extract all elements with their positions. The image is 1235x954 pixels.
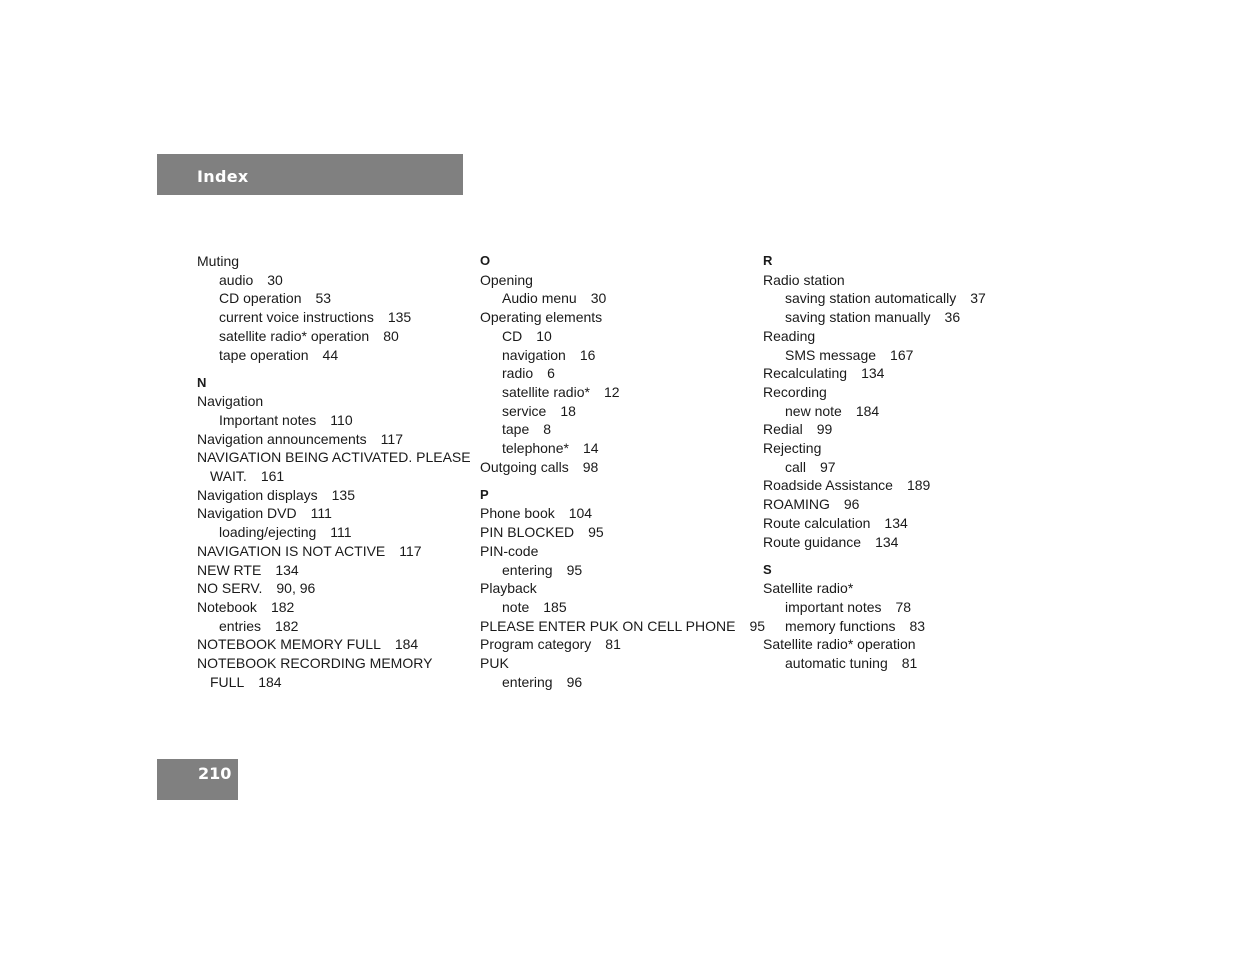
entry-text: entering	[502, 561, 553, 578]
index-entry	[197, 673, 472, 692]
entry-text: CD operation	[219, 290, 302, 307]
entry-page-ref: 134	[275, 561, 299, 578]
entry-page-ref: 161	[260, 468, 285, 485]
index-entry	[480, 271, 755, 290]
entry-text: NEW RTE	[197, 561, 262, 578]
index-subentry	[763, 402, 1038, 421]
index-subentry	[480, 420, 755, 439]
section-letter: N	[197, 374, 207, 390]
entry-text: Satellite radio* operation	[763, 636, 916, 653]
index-subentry	[197, 308, 472, 327]
entry-page-ref: 185	[543, 598, 567, 615]
entry-text: satellite radio* operation	[219, 327, 370, 344]
index-entry	[763, 420, 1038, 439]
entry-page-ref: 111	[310, 505, 332, 522]
entry-text: Satellite radio*	[763, 580, 854, 597]
index-entry	[763, 439, 1038, 458]
index-entry	[763, 271, 1038, 290]
entry-text: Operating elements	[480, 309, 603, 326]
entry-text: Recording	[763, 383, 827, 400]
entry-text: PIN BLOCKED	[480, 524, 575, 541]
section-letter: P	[480, 486, 489, 502]
entry-page-ref: 134	[875, 533, 899, 550]
entry-text: current voice instructions	[219, 309, 374, 326]
index-subentry	[480, 673, 755, 692]
entry-text: Audio menu	[502, 290, 577, 307]
index-column-3	[763, 252, 1038, 682]
entry-page-ref: 96	[843, 496, 860, 513]
entry-page-ref: 12	[603, 383, 620, 400]
entry-text: PUK	[480, 655, 509, 672]
index-entry	[480, 458, 755, 477]
entry-page-ref: 78	[895, 598, 912, 615]
index-entry	[763, 514, 1038, 533]
entry-text: Program category	[480, 636, 592, 653]
index-subentry	[480, 402, 755, 421]
index-entry	[197, 467, 472, 486]
entry-text: Recalculating	[763, 365, 848, 382]
entry-text: Navigation announcements	[197, 430, 367, 447]
entry-text: Muting	[197, 253, 240, 269]
index-subentry	[763, 598, 1038, 617]
index-subentry	[480, 346, 755, 365]
index-section	[197, 252, 472, 364]
index-entry	[480, 308, 755, 327]
index-section	[763, 561, 1038, 673]
entry-page-ref: 182	[275, 617, 299, 634]
entry-text: navigation	[502, 346, 566, 363]
index-entry	[480, 654, 755, 673]
index-subentry	[763, 458, 1038, 477]
entry-page-ref: 37	[970, 290, 986, 307]
entry-page-ref: 53	[315, 290, 332, 307]
index-subentry	[763, 308, 1038, 327]
entry-page-ref: 83	[909, 617, 926, 634]
index-subentry	[480, 561, 755, 580]
entry-page-ref: 135	[331, 486, 355, 503]
entry-text: satellite radio*	[502, 383, 590, 400]
index-subentry	[197, 271, 472, 290]
index-entry	[480, 504, 755, 523]
entry-text: Opening	[480, 271, 533, 288]
index-entry	[197, 598, 472, 617]
entry-page-ref: 99	[816, 421, 833, 438]
index-subentry	[763, 289, 1038, 308]
entry-text: NAVIGATION BEING ACTIVATED. PLEASE	[197, 449, 471, 466]
entry-text: Outgoing calls	[480, 458, 569, 475]
index-subentry	[480, 327, 755, 346]
entry-page-ref: 30	[590, 290, 607, 307]
index-entry	[480, 542, 755, 561]
index-entry	[197, 392, 472, 411]
index-section	[480, 486, 766, 692]
index-entry	[197, 430, 472, 449]
entry-text: telephone*	[502, 440, 569, 457]
entry-page-ref: 117	[380, 430, 403, 447]
entry-page-ref: 8	[543, 421, 552, 438]
entry-text: Navigation DVD	[197, 505, 297, 522]
entry-page-ref: 80	[383, 327, 399, 344]
entry-text: entries	[219, 617, 262, 634]
entry-text: saving station manually	[785, 309, 931, 326]
entry-text: new note	[785, 402, 842, 419]
entry-text: service	[502, 402, 547, 419]
index-section	[763, 252, 1038, 551]
index-entry	[197, 542, 472, 561]
entry-text: call	[785, 458, 807, 475]
entry-text: tape	[502, 421, 530, 438]
index-entry	[197, 252, 472, 271]
entry-text: NOTEBOOK MEMORY FULL	[197, 636, 381, 653]
entry-page-ref: 135	[387, 309, 412, 326]
entry-text: entering	[502, 673, 553, 690]
entry-text: FULL	[210, 673, 245, 690]
entry-text: loading/ejecting	[219, 524, 317, 541]
entry-text: NOTEBOOK RECORDING MEMORY	[197, 655, 433, 672]
entry-text: Playback	[480, 580, 537, 597]
index-subentry	[763, 346, 1038, 365]
entry-text: radio	[502, 365, 534, 382]
entry-page-ref: 134	[884, 514, 908, 531]
entry-text: important notes	[785, 598, 882, 615]
entry-page-ref: 44	[322, 346, 339, 363]
entry-page-ref: 6	[547, 365, 555, 382]
index-entry	[763, 327, 1038, 346]
entry-page-ref: 182	[270, 598, 295, 615]
entry-text: automatic tuning	[785, 655, 888, 672]
index-entry	[197, 654, 472, 673]
entry-page-ref: 10	[536, 327, 552, 344]
entry-page-ref: 95	[588, 524, 604, 541]
index-entry	[197, 448, 472, 467]
index-subentry	[197, 411, 472, 430]
index-entry	[763, 635, 1038, 654]
entry-text: Route guidance	[763, 533, 862, 550]
entry-page-ref: 18	[560, 402, 576, 419]
entry-text: Reading	[763, 327, 816, 344]
entry-page-ref: 134	[861, 365, 885, 382]
entry-text: PLEASE ENTER PUK ON CELL PHONE	[480, 617, 736, 634]
section-letter: S	[763, 561, 772, 577]
entry-text: Redial	[763, 421, 803, 438]
entry-page-ref: 97	[820, 458, 836, 475]
index-entry	[197, 579, 472, 598]
entry-text: NAVIGATION IS NOT ACTIVE	[197, 542, 386, 559]
entry-text: audio	[219, 271, 254, 288]
entry-page-ref: 90, 96	[276, 580, 316, 597]
entry-text: NO SERV.	[197, 580, 263, 597]
index-column-1	[197, 252, 472, 701]
entry-text: ROAMING	[763, 496, 830, 513]
index-subentry	[480, 439, 755, 458]
entry-page-ref: 95	[749, 617, 766, 634]
index-entry	[480, 579, 755, 598]
index-column-2	[480, 252, 766, 701]
index-entry	[763, 476, 1038, 495]
entry-text: Rejecting	[763, 440, 822, 457]
index-entry	[197, 486, 472, 505]
entry-text: Route calculation	[763, 514, 871, 531]
entry-text: tape operation	[219, 346, 309, 363]
index-subentry	[763, 617, 1038, 636]
index-entry	[480, 617, 766, 636]
index-subentry	[480, 598, 755, 617]
entry-page-ref: 81	[605, 636, 621, 653]
index-section	[197, 374, 472, 692]
entry-text: Important notes	[219, 411, 317, 428]
entry-text: Notebook	[197, 598, 257, 615]
index-entry	[480, 523, 755, 542]
index-entry	[763, 495, 1038, 514]
entry-page-ref: 14	[582, 440, 599, 457]
entry-page-ref: 95	[566, 561, 583, 578]
entry-page-ref: 104	[568, 505, 593, 522]
entry-text: Navigation	[197, 393, 264, 410]
index-subentry	[480, 289, 755, 308]
index-subentry	[197, 289, 472, 308]
section-letter: R	[763, 253, 773, 268]
index-subentry	[197, 523, 472, 542]
index-subentry	[197, 327, 472, 346]
entry-text: CD	[502, 327, 523, 344]
entry-text: Roadside Assistance	[763, 477, 893, 494]
index-entry	[763, 533, 1038, 552]
page-number-box	[157, 759, 238, 800]
entry-page-ref: 16	[579, 346, 596, 363]
entry-page-ref: 184	[258, 673, 282, 690]
entry-text: saving station automatically	[785, 290, 957, 307]
index-section	[480, 252, 755, 476]
index-subentry	[480, 383, 755, 402]
entry-text: note	[502, 598, 530, 615]
index-entry	[197, 504, 472, 523]
entry-page-ref: 81	[901, 655, 918, 672]
index-entry	[763, 383, 1038, 402]
page-number: 210	[198, 764, 232, 783]
entry-text: Navigation displays	[197, 486, 318, 503]
index-subentry	[480, 364, 755, 383]
index-subentry	[197, 617, 472, 636]
index-entry	[197, 635, 472, 654]
header-bar	[157, 154, 463, 195]
entry-text: Radio station	[763, 271, 845, 288]
entry-page-ref: 189	[906, 477, 931, 494]
entry-page-ref: 96	[566, 673, 583, 690]
entry-page-ref: 111	[330, 524, 352, 541]
index-entry	[197, 561, 472, 580]
entry-page-ref: 167	[890, 346, 914, 363]
section-letter: O	[480, 253, 491, 268]
entry-page-ref: 110	[330, 411, 353, 428]
index-entry	[763, 579, 1038, 598]
entry-page-ref: 184	[855, 402, 880, 419]
entry-text: PIN-code	[480, 542, 539, 559]
index-subentry	[197, 346, 472, 365]
index-entry	[763, 364, 1038, 383]
entry-page-ref: 184	[394, 636, 419, 653]
entry-text: SMS message	[785, 346, 877, 363]
entry-page-ref: 98	[582, 458, 599, 475]
page-title: Index	[197, 167, 249, 186]
entry-page-ref: 30	[267, 271, 283, 288]
index-entry	[480, 635, 755, 654]
entry-text: Phone book	[480, 505, 555, 522]
entry-text: memory functions	[785, 617, 896, 634]
entry-page-ref: 36	[944, 309, 961, 326]
index-subentry	[763, 654, 1038, 673]
entry-page-ref: 117	[399, 542, 422, 559]
entry-text: WAIT.	[210, 468, 247, 485]
